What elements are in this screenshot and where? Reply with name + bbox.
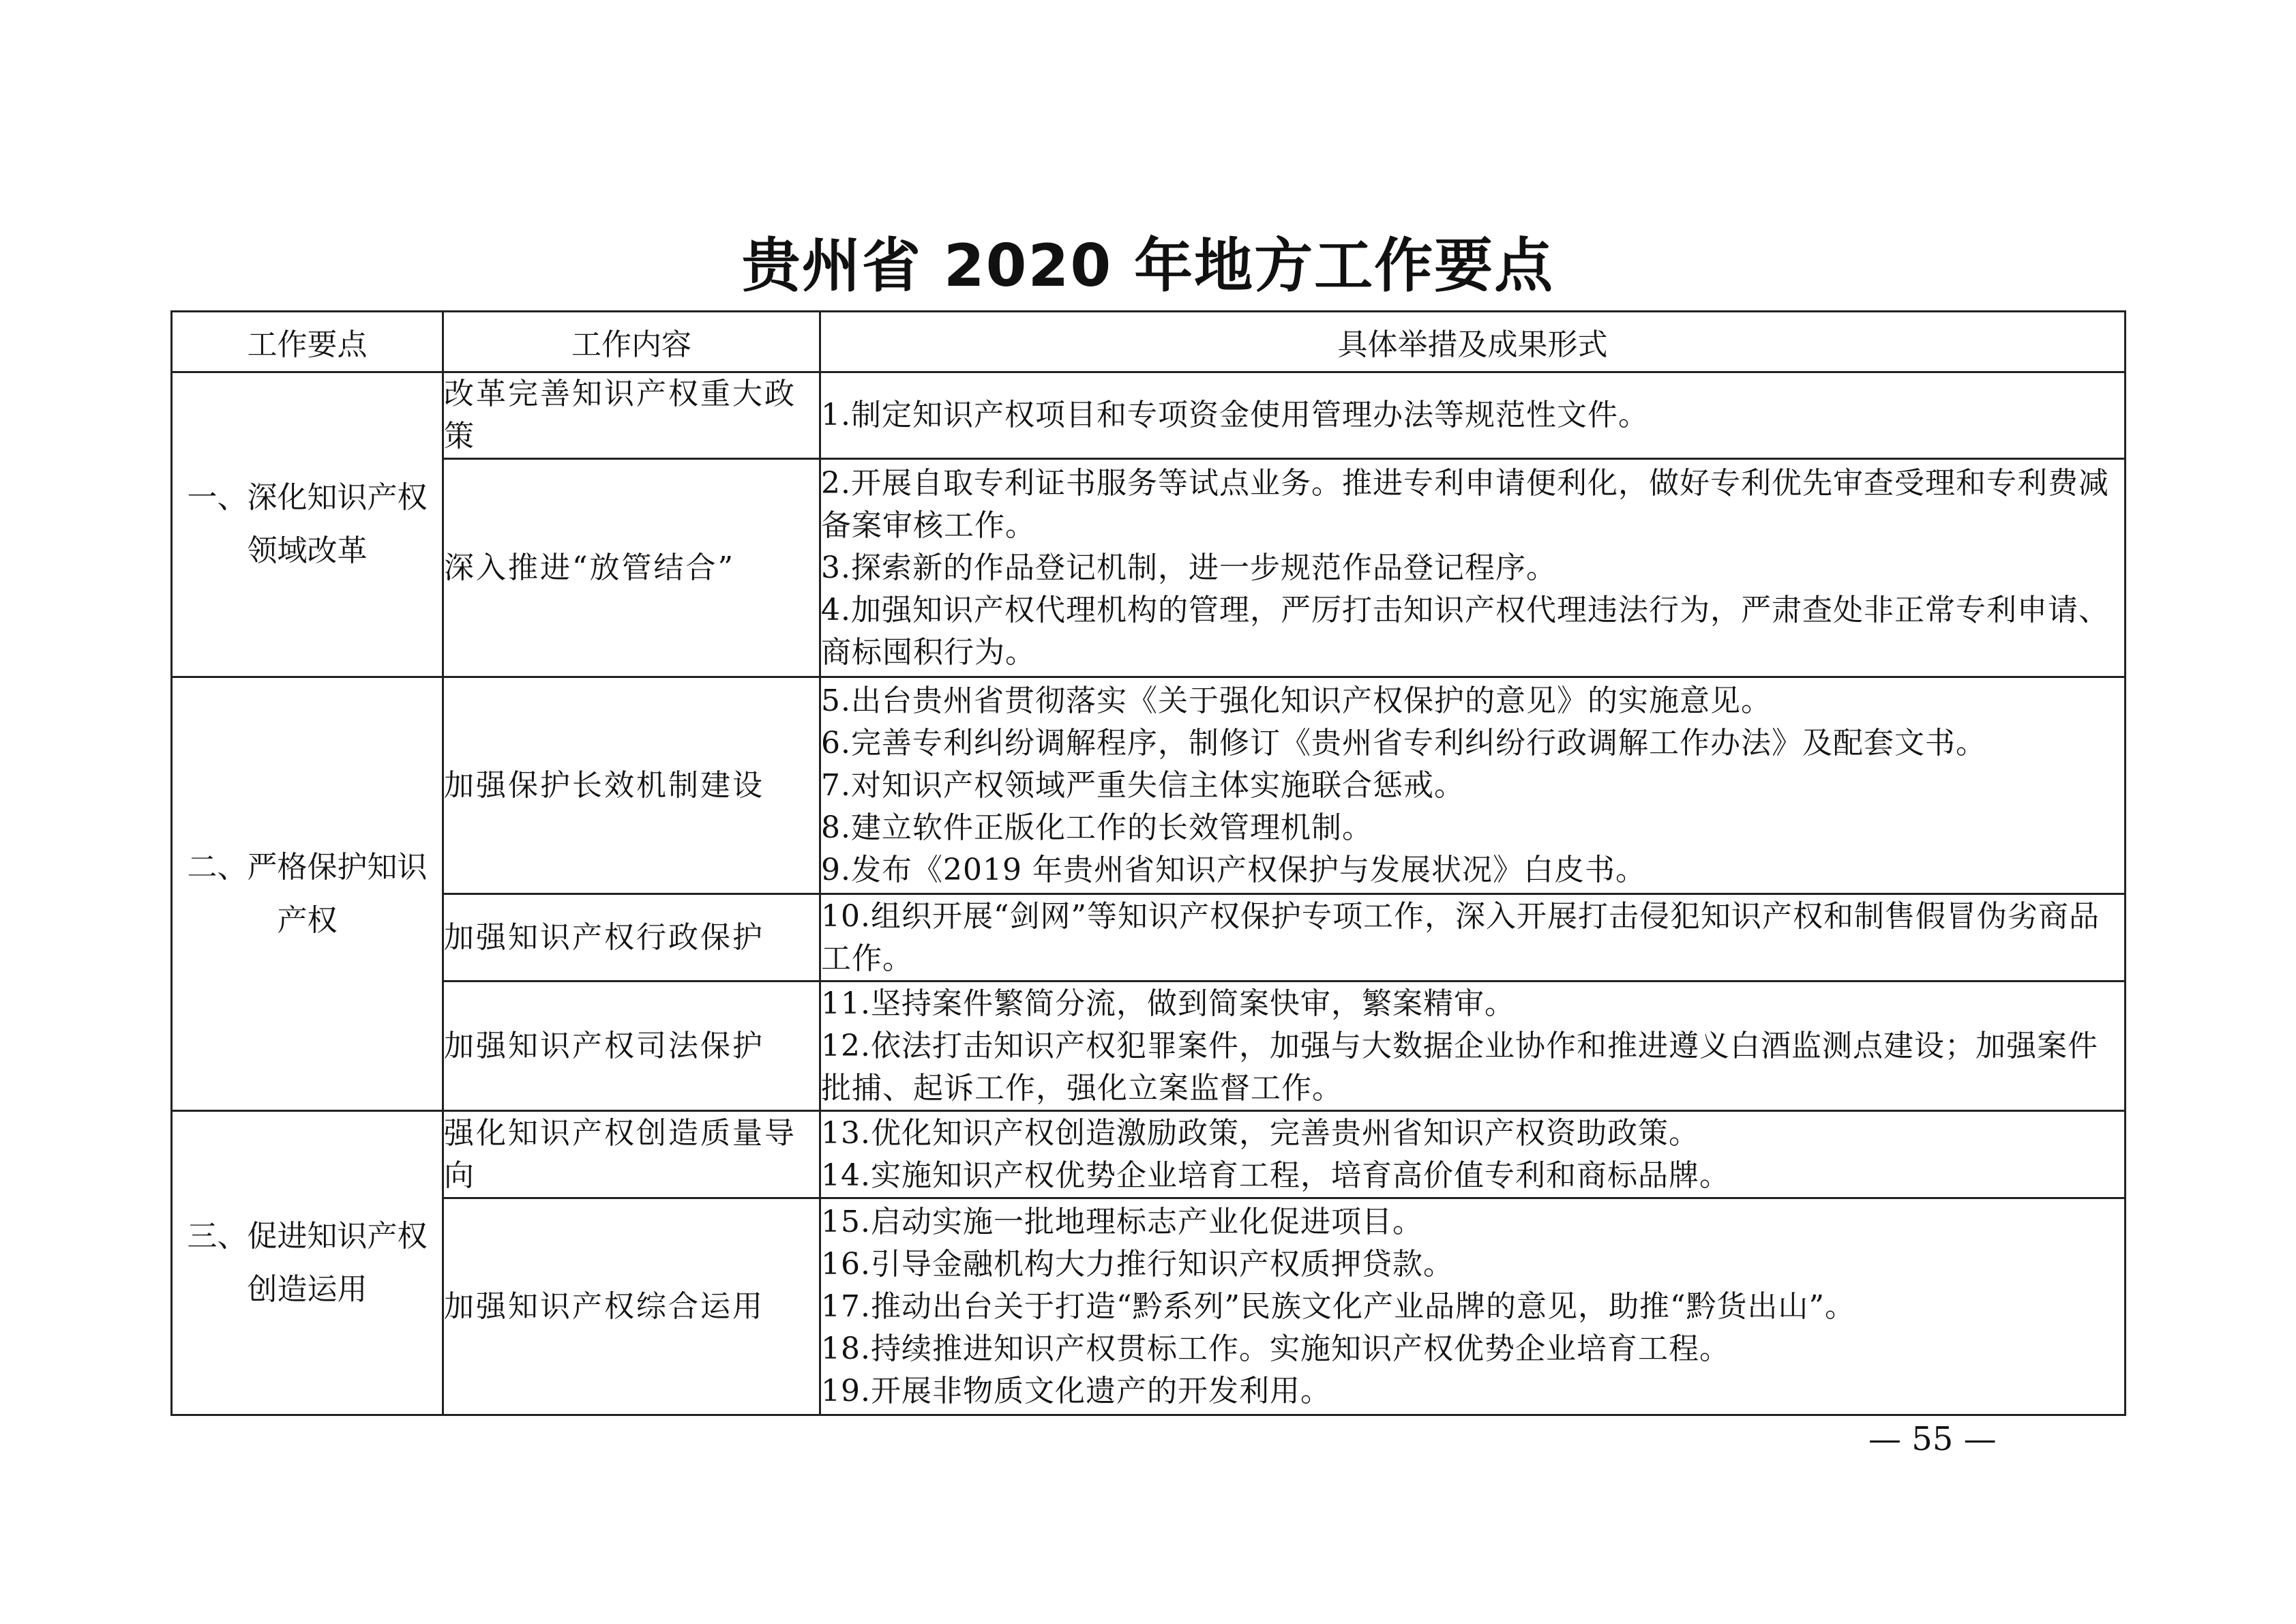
measure-item: 10.组织开展“剑网”等知识产权保护专项工作，深入开展打击侵犯知识产权和制售假冒伪劣商品工作。 bbox=[821, 898, 2100, 976]
measure-item: 13.优化知识产权创造激励政策，完善贵州省知识产权资助政策。 bbox=[821, 1115, 1699, 1151]
work-content: 强化知识产权创造质量导向 bbox=[443, 1111, 820, 1198]
table-row bbox=[172, 677, 2126, 894]
measure-item: 6.完善专利纠纷调解程序，制修订《贵州省专利纠纷行政调解工作办法》及配套文书。 bbox=[821, 725, 1986, 761]
page-number: — 55 — bbox=[1868, 1420, 1997, 1458]
work-content: 改革完善知识产权重大政策 bbox=[443, 372, 820, 459]
header-work-content: 工作内容 bbox=[443, 312, 820, 372]
measure-item: 3.探索新的作品登记机制，进一步规范作品登记程序。 bbox=[821, 550, 1557, 585]
work-point-2: 二、严格保护知识产权 bbox=[172, 677, 443, 1111]
table-header-row bbox=[172, 312, 2126, 372]
measure-item: 7.对知识产权领域严重失信主体实施联合惩戒。 bbox=[821, 767, 1465, 803]
table-row bbox=[172, 459, 2126, 677]
measure-cell bbox=[820, 459, 2126, 677]
measure-item: 15.启动实施一批地理标志产业化促进项目。 bbox=[821, 1204, 1423, 1239]
page-title: 贵州省 2020 年地方工作要点 bbox=[741, 232, 1555, 300]
measure-cell bbox=[820, 1198, 2126, 1415]
table-row bbox=[172, 1111, 2126, 1198]
work-point-3: 三、促进知识产权创造运用 bbox=[172, 1111, 443, 1415]
measure-item: 19.开展非物质文化遗产的开发利用。 bbox=[821, 1373, 1331, 1408]
work-point-1: 一、深化知识产权领域改革 bbox=[172, 372, 443, 677]
measure-item: 16.引导金融机构大力推行知识产权质押贷款。 bbox=[821, 1246, 1454, 1282]
measure-cell bbox=[820, 372, 2126, 459]
measure-cell bbox=[820, 677, 2126, 894]
measure-item: 1.制定知识产权项目和专项资金使用管理办法等规范性文件。 bbox=[821, 398, 1649, 432]
measure-item: 8.建立软件正版化工作的长效管理机制。 bbox=[821, 810, 1373, 845]
header-work-point: 工作要点 bbox=[172, 312, 443, 372]
measure-item: 9.发布《2019 年贵州省知识产权保护与发展状况》白皮书。 bbox=[821, 852, 1646, 887]
work-content: 加强保护长效机制建设 bbox=[443, 677, 820, 894]
work-content: 加强知识产权司法保护 bbox=[443, 981, 820, 1111]
measure-item: 12.依法打击知识产权犯罪案件，加强与大数据企业协作和推进遵义白酒监测点建设；加强案件批捕、起诉工作，强化立案监督工作。 bbox=[821, 1028, 2098, 1106]
table-row bbox=[172, 1198, 2126, 1415]
work-content: 加强知识产权综合运用 bbox=[443, 1198, 820, 1415]
measure-item: 5.出台贵州省贯彻落实《关于强化知识产权保护的意见》的实施意见。 bbox=[821, 683, 1772, 718]
measure-item: 18.持续推进知识产权贯标工作。实施知识产权优势企业培育工程。 bbox=[821, 1331, 1730, 1366]
work-content: 深入推进“放管结合” bbox=[443, 459, 820, 677]
table-row bbox=[172, 981, 2126, 1111]
measure-cell bbox=[820, 894, 2126, 981]
measure-item: 4.加强知识产权代理机构的管理，严厉打击知识产权代理违法行为，严肃查处非正常专利申请、商标囤积行为。 bbox=[821, 592, 2109, 670]
measure-item: 11.坚持案件繁简分流，做到简案快审，繁案精审。 bbox=[821, 986, 1515, 1021]
work-plan-table bbox=[170, 310, 2126, 1416]
measure-item: 17.推动出台关于打造“黔系列”民族文化产业品牌的意见，助推“黔货出山”。 bbox=[821, 1288, 1855, 1324]
table-row bbox=[172, 894, 2126, 981]
header-measures: 具体举措及成果形式 bbox=[820, 312, 2126, 372]
measure-item: 2.开展自取专利证书服务等试点业务。推进专利申请便利化，做好专利优先审查受理和专利费减备案审核工作。 bbox=[821, 465, 2109, 543]
measure-cell bbox=[820, 981, 2126, 1111]
work-content: 加强知识产权行政保护 bbox=[443, 894, 820, 981]
measure-item: 14.实施知识产权优势企业培育工程，培育高价值专利和商标品牌。 bbox=[821, 1157, 1730, 1193]
measure-cell bbox=[820, 1111, 2126, 1198]
table-row bbox=[172, 372, 2126, 459]
